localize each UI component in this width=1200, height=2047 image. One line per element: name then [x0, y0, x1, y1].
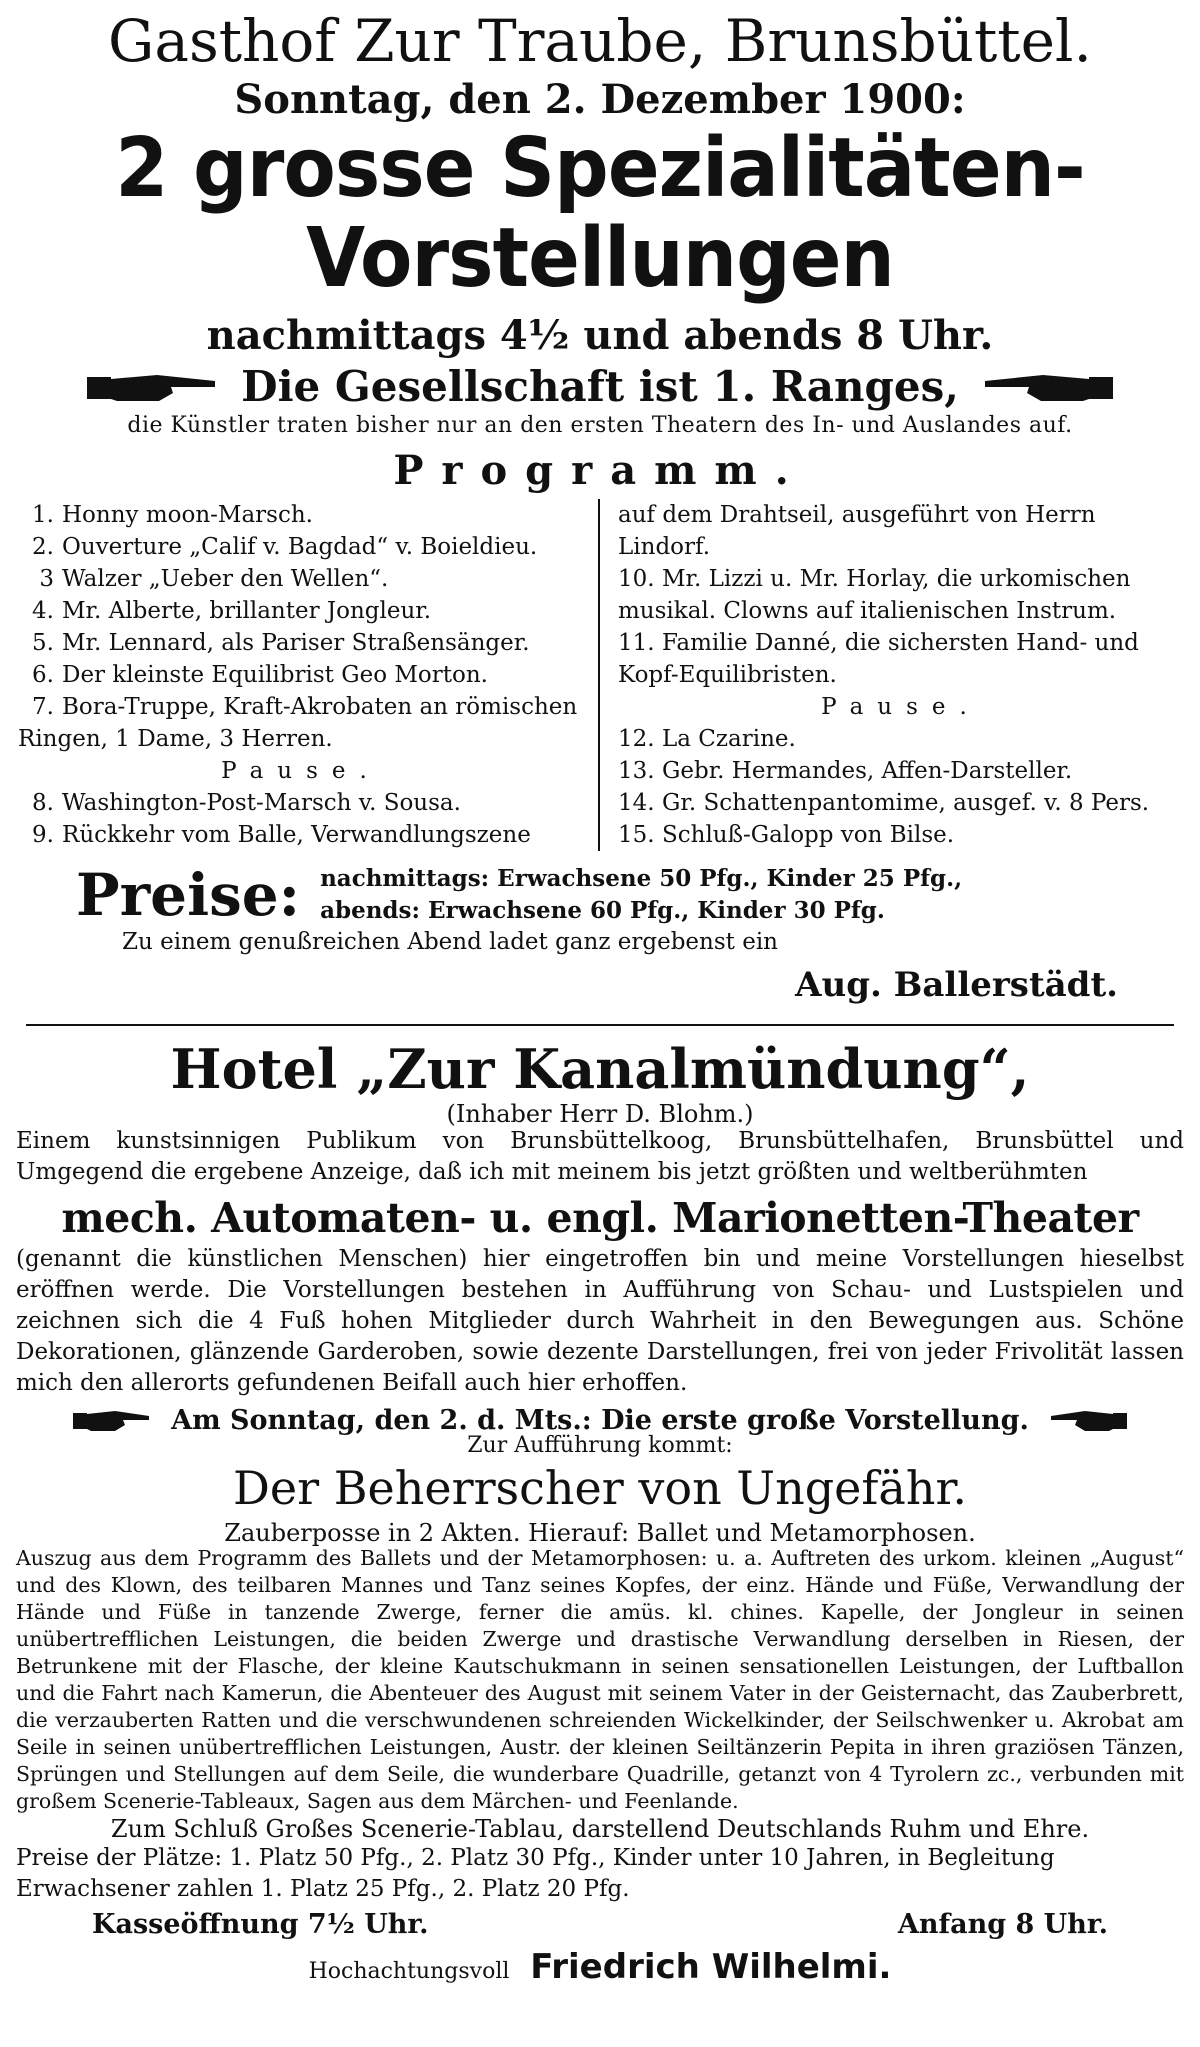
program-item: 3 Walzer „Ueber den Wellen“. — [39, 566, 389, 592]
program-item: 4. Mr. Alberte, brillanter Jongleur. — [32, 598, 432, 624]
pointing-hand-left-icon — [981, 367, 1113, 407]
ad2-farewell-word: Hochachtungsvoll — [308, 1959, 510, 1984]
ad1-program-title: Programm. — [393, 447, 807, 494]
program-item: 6. Der kleinste Equilibrist Geo Morton. — [32, 662, 488, 688]
ad2-performance-intro: Zur Aufführung kommt: — [467, 1433, 733, 1458]
program-item: 12. La Czarine. — [618, 726, 796, 752]
ad1-invite: Zu einem genußreichen Abend ladet ganz ergebenst ein — [122, 929, 778, 955]
program-item-continuation: auf dem Drahtseil, ausgeführt von Herrn — [618, 502, 1096, 528]
program-right-column — [600, 499, 1188, 851]
ad2-sunday: Am Sonntag, den 2. d. Mts.: Die erste große Vorstellung. — [171, 1404, 1029, 1436]
ad2-headline: mech. Automaten- u. engl. Marionetten-Theater — [61, 1194, 1139, 1242]
program-pause: Pause. — [821, 694, 981, 720]
ad1-headline-1: 2 grosse Spezialitäten- — [115, 121, 1085, 216]
ad1-signature: Aug. Ballerstädt. — [795, 965, 1118, 1005]
ad1-prices-afternoon: nachmittags: Erwachsene 50 Pfg., Kinder 25 Pfg., — [320, 865, 963, 892]
program-item-continuation: musikal. Clowns auf italienischen Instrum. — [618, 598, 1117, 624]
ad2-sunday-row — [12, 1405, 1188, 1435]
program-pause: Pause. — [221, 758, 381, 784]
ad2-start: Anfang 8 Uhr. — [897, 1909, 1108, 1940]
program-item-continuation: Ringen, 1 Dame, 3 Herren. — [18, 726, 333, 752]
ad1-headline-2: Vorstellungen — [306, 211, 894, 306]
ad1-prices-lines — [320, 863, 962, 927]
ad2-play-title: Der Beherrscher von Ungefähr. — [232, 1461, 968, 1515]
program-item-continuation: Lindorf. — [618, 534, 711, 560]
ad2-times-row — [12, 1909, 1188, 1940]
program-item: 8. Washington-Post-Marsch v. Sousa. — [32, 790, 461, 816]
program-item: 15. Schluß-Galopp von Bilse. — [618, 822, 955, 848]
ad2-farewell — [12, 1947, 1188, 1987]
ad2-body: (genannt die künstlichen Menschen) hier eingetroffen bin und meine Vorstellungen hieselbst eröffnen werde. Die Vorstellungen bestehen in Aufführung von Schau- und Lustspielen und zeichnen sich die 4 Fuß hohen Mitglieder durch Wahrheit in den Bewegungen aus. Schöne Dekorationen, glänzende Garderoben, sowie dezente Darstellungen, frei von jeder Frivolität lassen mich den allerorts gefundenen Beifall auch hier erhoffen. — [16, 1246, 1184, 1396]
ad1-subtitle: die Künstler traten bisher nur an den ersten Theatern des In- und Auslandes auf. — [127, 413, 1073, 438]
program-item: 11. Familie Danné, die sichersten Hand- und — [618, 630, 1139, 656]
ad-gasthof-zur-traube — [12, 7, 1188, 1005]
ad1-prices — [12, 861, 1188, 929]
ad2-box-office: Kasseöffnung 7½ Uhr. — [92, 1909, 429, 1940]
program-item: 5. Mr. Lennard, als Pariser Straßensänger. — [32, 630, 530, 656]
program-item: 1. Honny moon-Marsch. — [32, 502, 313, 528]
section-divider — [26, 1024, 1174, 1026]
ad1-program — [12, 499, 1188, 851]
program-item: 14. Gr. Schattenpantomime, ausgef. v. 8 Pers. — [618, 790, 1150, 816]
program-left-column — [12, 499, 600, 851]
ad2-farewell-name: Friedrich Wilhelmi. — [530, 1947, 892, 1987]
pointing-hand-right-icon — [87, 367, 219, 407]
program-item-continuation: Kopf-Equilibristen. — [618, 662, 837, 688]
program-item: 7. Bora-Truppe, Kraft-Akrobaten an römischen — [32, 694, 578, 720]
program-item: 10. Mr. Lizzi u. Mr. Horlay, die urkomischen — [618, 566, 1131, 592]
ad2-play-sub: Zauberposse in 2 Akten. Hierauf: Ballet und Metamorphosen. — [224, 1519, 976, 1547]
ad1-date: Sonntag, den 2. Dezember 1900: — [234, 76, 966, 123]
pointing-hand-right-icon — [73, 1405, 151, 1435]
ad1-rank-row — [12, 362, 1188, 411]
pointing-hand-left-icon — [1049, 1405, 1127, 1435]
ad1-times: nachmittags 4½ und abends 8 Uhr. — [206, 312, 994, 359]
ad2-program-detail: Auszug aus dem Programm des Ballets und der Metamorphosen: u. a. Auftreten des urkom. kleinen „August“ und des Klown, des teilbaren Mannes und Tanz seines Kopfes, der einz. Hände und Füße, Verwandlung der Hände und Füße in tanzende Zwerge, ferner die amüs. kl. chines. Kapelle, der Jongleur in seinen unübertrefflichen Leistungen, die beiden Zwerge und drastische Verwandlung derselben in Riesen, der Betrunkene mit der Flasche, der kleine Kautschukmann in seinen sensationellen Leistungen, der Luftballon und die Fahrt nach Kamerun, die Abenteuer des August mit seinem Vater in der Geisternacht, das Zauberbrett, die verzauberten Ratten und die verschwundenen schreienden Wickelkinder, der Seilschwenker u. Akrobat am Seile in seinen unübertrefflichen Leistungen, Austr. der kleinen Seiltänzerin Pepita in ihren graziösen Tänzen, Sprüngen und Stellungen auf dem Seile, die wunderbare Quadrille, getanzt von 4 Tyrolern zc., verbunden mit großem Scenerie-Tableaux, Sagen aus dem Märchen- und Feenlande. — [16, 1546, 1184, 1813]
program-item: 2. Ouverture „Calif v. Bagdad“ v. Boieldieu. — [32, 534, 538, 560]
ad-hotel-zur-kanalmuendung — [12, 1037, 1188, 1987]
ad2-intro: Einem kunstsinnigen Publikum von Brunsbüttelkoog, Brunsbüttelhafen, Brunsbüttel und Umgegend die ergebene Anzeige, daß ich mit meinem bis jetzt größten und weltberühmten — [16, 1128, 1184, 1185]
program-item: 13. Gebr. Hermandes, Affen-Darsteller. — [618, 758, 1073, 784]
ad2-title: Hotel „Zur Kanalmündung“, — [170, 1037, 1030, 1101]
ad1-title: Gasthof Zur Traube, Brunsbüttel. — [108, 7, 1092, 75]
ad1-prices-label: Preise: — [76, 861, 301, 929]
ad1-rank: Die Gesellschaft ist 1. Ranges, — [241, 362, 959, 411]
ad1-prices-evening: abends: Erwachsene 60 Pfg., Kinder 30 Pfg. — [320, 897, 885, 924]
ad2-owner: (Inhaber Herr D. Blohm.) — [446, 1100, 754, 1128]
ad2-finale: Zum Schluß Großes Scenerie-Tablau, darstellend Deutschlands Ruhm und Ehre. — [110, 1815, 1090, 1843]
program-item: 9. Rückkehr vom Balle, Verwandlungszene — [32, 822, 531, 848]
ad2-seat-prices: Preise der Plätze: 1. Platz 50 Pfg., 2. Platz 30 Pfg., Kinder unter 10 Jahren, in Begleitung Erwachsener zahlen 1. Platz 25 Pfg., 2. Platz 20 Pfg. — [16, 1845, 1055, 1902]
